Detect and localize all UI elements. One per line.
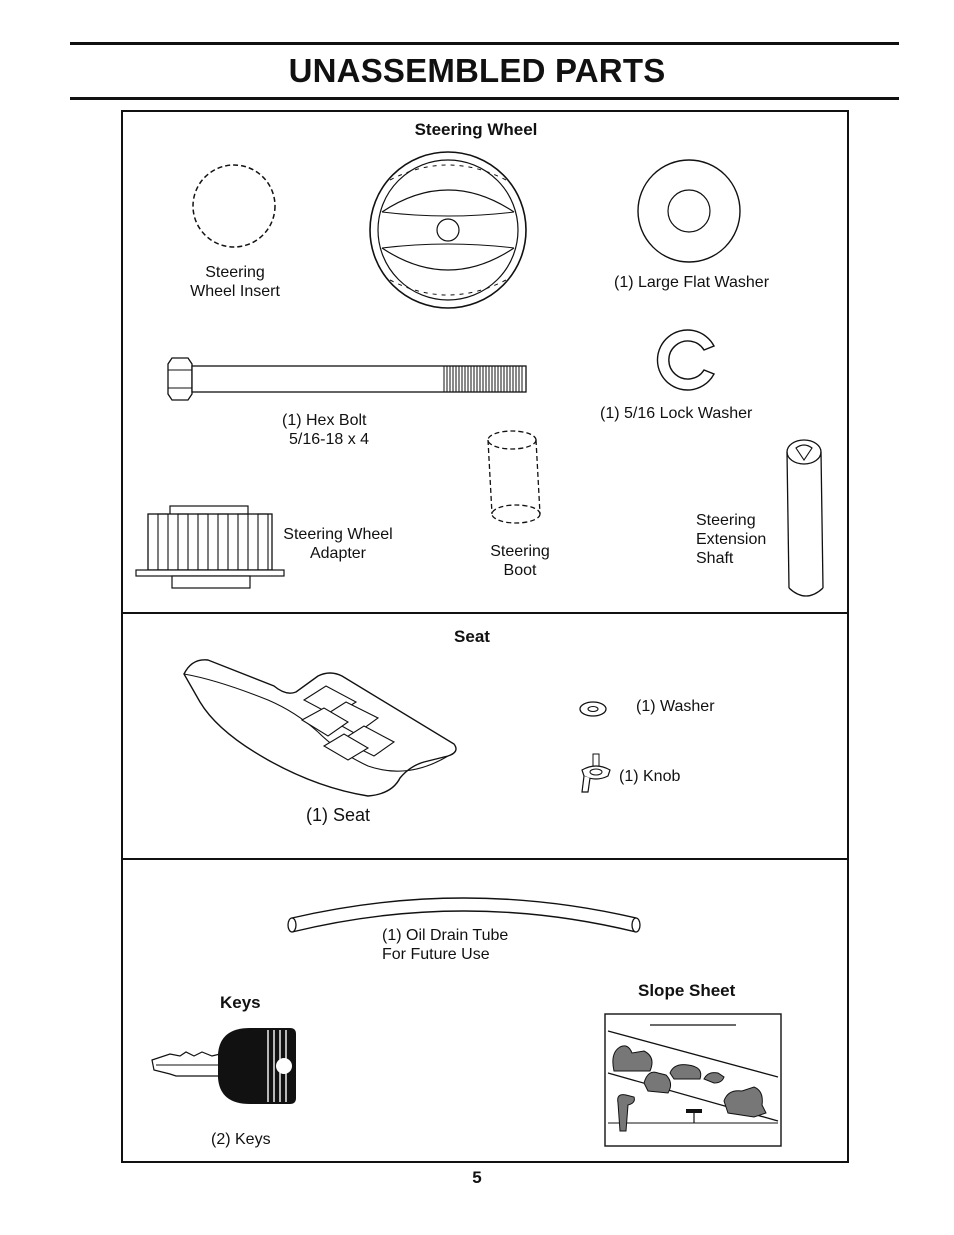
- title-bottom-rule: [70, 97, 899, 100]
- large-flat-washer-label: (1) Large Flat Washer: [614, 274, 770, 291]
- slope-sheet-heading: Slope Sheet: [638, 981, 736, 1000]
- seat-icon: [178, 656, 460, 806]
- slope-sheet-icon: [604, 1013, 784, 1149]
- keys-label: (2) Keys: [211, 1131, 271, 1148]
- seat-label: (1) Seat: [306, 805, 371, 825]
- steering-wheel-insert-icon: [188, 160, 280, 252]
- page-number: 5: [472, 1168, 482, 1187]
- keys-heading: Keys: [220, 993, 261, 1012]
- seat-heading: Seat: [454, 627, 490, 646]
- lock-washer-icon: [652, 328, 722, 392]
- seat-knob-icon: [578, 752, 614, 796]
- page-title: UNASSEMBLED PARTS: [288, 52, 666, 89]
- hex-bolt-icon: [168, 354, 530, 404]
- steering-extension-shaft-icon: [786, 436, 826, 600]
- large-flat-washer-icon: [636, 158, 742, 264]
- lock-washer-label: (1) 5/16 Lock Washer: [600, 405, 753, 422]
- steering-wheel-adapter-icon: [136, 504, 286, 590]
- section-divider-seat-misc: [121, 858, 849, 860]
- title-top-rule: [70, 42, 899, 45]
- steering-wheel-adapter-label: Steering Wheel Adapter: [283, 526, 393, 562]
- seat-washer-icon: [578, 700, 608, 718]
- seat-washer-label: (1) Washer: [636, 698, 715, 715]
- key-icon: [150, 1026, 298, 1108]
- steering-wheel-icon: [368, 150, 528, 310]
- steering-boot-icon: [484, 428, 546, 528]
- steering-heading: Steering Wheel: [414, 120, 538, 139]
- steering-boot-label: Steering Boot: [490, 543, 550, 579]
- section-divider-steering-seat: [121, 612, 849, 614]
- steering-wheel-insert-label: Steering Wheel Insert: [190, 264, 280, 300]
- oil-drain-tube-label: (1) Oil Drain Tube For Future Use: [382, 927, 509, 963]
- seat-knob-label: (1) Knob: [619, 768, 681, 785]
- hex-bolt-label: (1) Hex Bolt 5/16-18 x 4: [282, 412, 370, 448]
- steering-extension-shaft-label: Steering Extension Shaft: [696, 512, 767, 567]
